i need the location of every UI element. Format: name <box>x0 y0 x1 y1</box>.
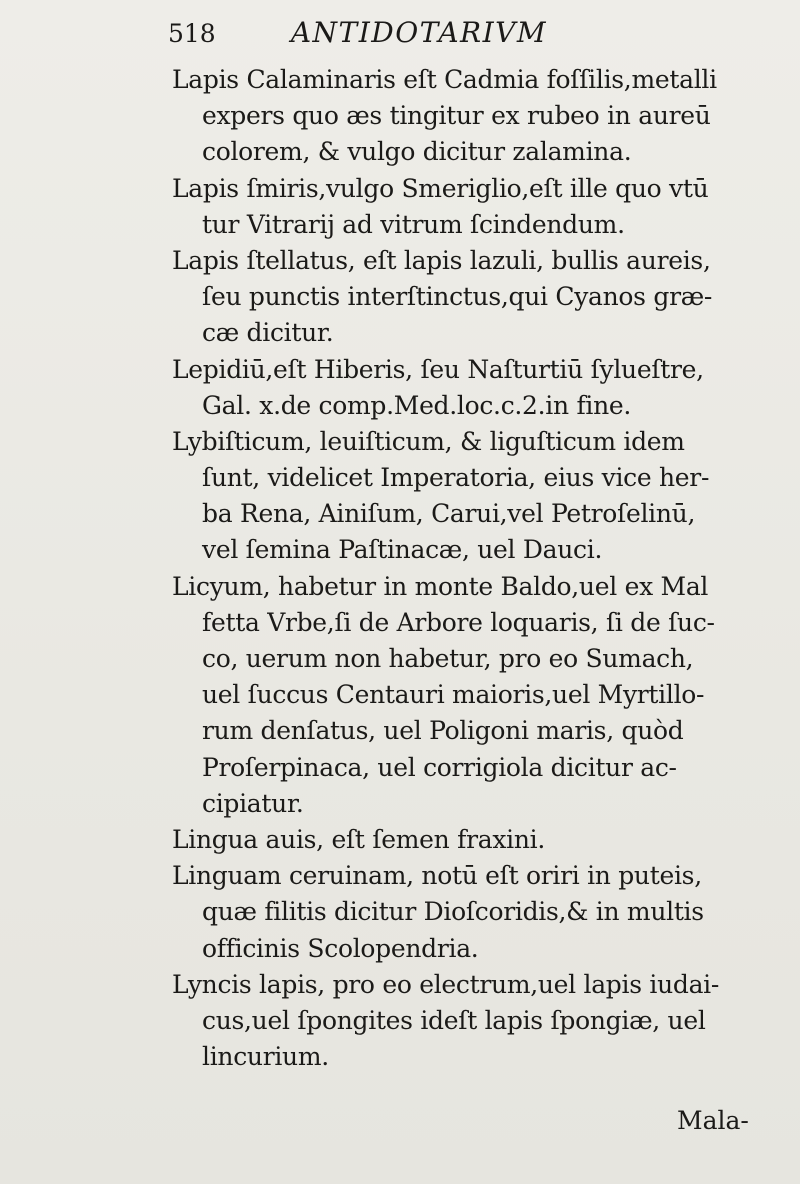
text-line: Gal. x.de comp.Med.loc.c.2.in fine. <box>202 390 632 420</box>
text-line: expers quo æs tingitur ex rubeo in aureū <box>202 101 711 131</box>
text-line: Lepidiū,eſt Hiberis, ſeu Naſturtiū ſylueſtre, <box>172 354 704 384</box>
running-head: ANTIDOTARIVM <box>290 16 548 49</box>
catchword: Mala- <box>677 1106 749 1135</box>
body-text <box>172 62 772 1075</box>
text-line: Licyum, habetur in monte Baldo,uel ex Mal <box>172 571 709 601</box>
text-line: quæ filitis dicitur Dioſcoridis,& in multis <box>202 897 704 927</box>
text-line: ba Rena, Ainiſum, Carui,vel Petroſelinū, <box>202 499 696 529</box>
text-line: colorem, & vulgo dicitur zalamina. <box>202 137 632 167</box>
text-line: Proſerpinaca, uel corrigiola dicitur ac- <box>202 752 677 782</box>
text-line: Lyncis lapis, pro eo electrum,uel lapis iudai- <box>172 969 720 999</box>
text-line: uel ſuccus Centauri maioris,uel Myrtillo- <box>202 680 705 710</box>
text-line: tur Vitrarij ad vitrum ſcindendum. <box>202 209 625 239</box>
text-line: Lingua auis, eſt ſemen fraxini. <box>172 824 545 854</box>
text-line: cus,uel ſpongites ideſt lapis ſpongiæ, uel <box>202 1005 706 1035</box>
text-line: fetta Vrbe,ſi de Arbore loquaris, ſi de ſuc- <box>202 607 715 637</box>
text-line: vel ſemina Paſtinacæ, uel Dauci. <box>202 535 603 565</box>
text-line: Lapis ſmiris,vulgo Smeriglio,eſt ille quo vtū <box>172 173 709 203</box>
text-line: lincurium. <box>202 1042 329 1072</box>
text-line: ſeu punctis interſtinctus,qui Cyanos græ- <box>202 282 713 312</box>
text-line: ſunt, videlicet Imperatoria, eius vice her- <box>202 463 710 493</box>
page-header <box>168 16 547 60</box>
page-number: 518 <box>168 19 216 48</box>
text-line: rum denſatus, uel Poligoni maris, quòd <box>202 716 684 746</box>
text-line: officinis Scolopendria. <box>202 933 479 963</box>
text-line: co, uerum non habetur, pro eo Sumach, <box>202 644 694 673</box>
text-line: Lapis ſtellatus, eſt lapis lazuli, bullis aureis, <box>172 245 711 275</box>
text-line: Linguam ceruinam, notū eſt oriri in puteis, <box>172 861 702 891</box>
text-line: cæ dicitur. <box>202 318 334 348</box>
text-line: cipiatur. <box>202 788 304 818</box>
text-line: Lapis Calaminaris eſt Cadmia foſſilis,metalli <box>172 65 717 94</box>
text-line: Lybiſticum, leuiſticum, & liguſticum idem <box>172 426 685 456</box>
